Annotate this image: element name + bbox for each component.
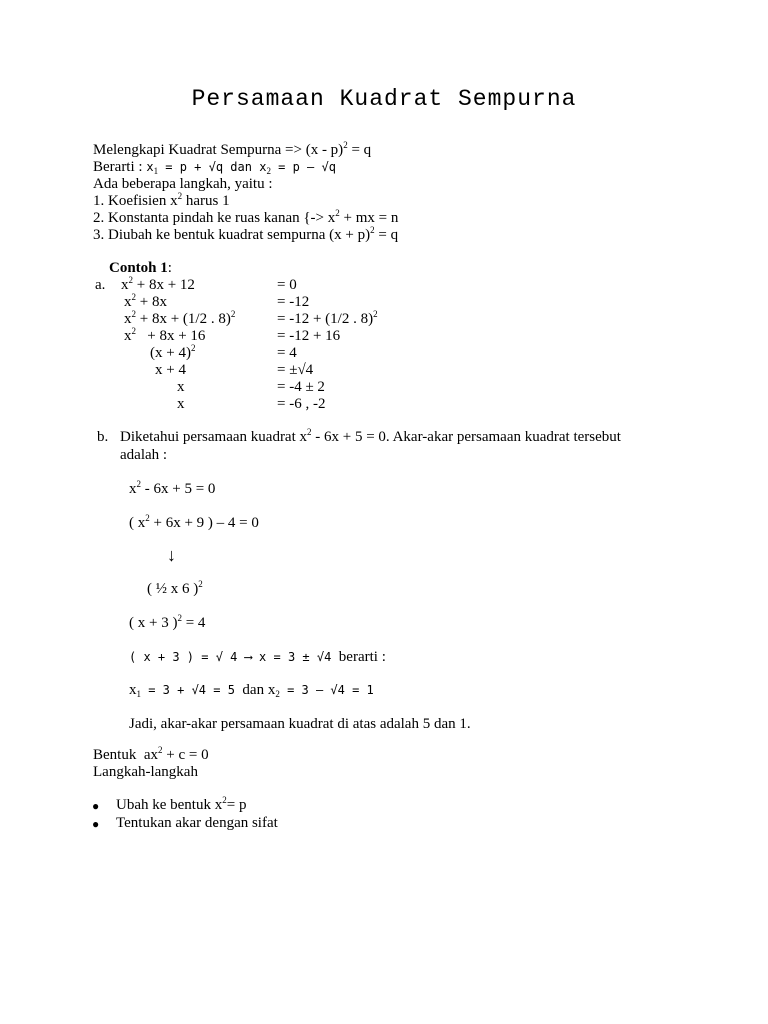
part-b-question-text: Diketahui persamaan kuadrat x	[120, 429, 308, 445]
example-row-6-left: x + 4	[155, 362, 186, 378]
part-b-step-6-math-1: = 3 + √4 = 5	[141, 683, 235, 697]
example-heading-text: Contoh 1	[109, 260, 168, 276]
part-b-step-1-tail: - 6x + 5 = 0	[141, 481, 216, 497]
intro-line-2-sub-2: 2	[266, 166, 271, 176]
intro-line-2-sub-1: 1	[153, 166, 159, 176]
row-4-left-text: x	[124, 328, 132, 344]
form2-line-1	[93, 747, 209, 764]
part-b-step-6-sub-1: 1	[136, 689, 141, 699]
part-b-step-4	[129, 615, 205, 632]
row-3-right-text: = -12 + (1/2 . 8)	[277, 311, 374, 327]
part-b-question-line-2: adalah :	[120, 447, 168, 463]
example-row-5-left	[150, 345, 195, 362]
form2-line-1-tail: + c = 0	[162, 747, 209, 763]
intro-line-2	[93, 159, 336, 176]
intro-line-1-sup: 2	[343, 140, 348, 150]
example-row-4-right: = -12 + 16	[277, 328, 341, 344]
part-b-step-3-sup: 2	[198, 579, 203, 589]
part-b-step-5-tail: berarti :	[331, 649, 386, 665]
step-3-sup: 2	[370, 225, 375, 235]
bullet-2-text: Tentukan akar dengan sifat	[116, 815, 278, 831]
intro-line-2-text: Berarti :	[93, 159, 147, 175]
part-b-step-4-sup: 2	[177, 613, 182, 623]
step-3	[93, 227, 398, 244]
example-row-6-right: = ±√4	[277, 362, 314, 378]
example-row-7-left: x	[177, 379, 185, 395]
part-b-question-tail: - 6x + 5 = 0. Akar-akar persamaan kuadrat tersebut	[311, 429, 621, 445]
example-row-2-left	[124, 294, 167, 311]
step-2-tail: + mx = n	[339, 210, 399, 226]
example-row-1-right: = 0	[277, 277, 297, 293]
intro-line-2-math-b: = p + √q dan x	[158, 160, 267, 174]
part-b-step-4-tail: = 4	[181, 615, 206, 631]
intro-line-3: Ada beberapa langkah, yaitu :	[93, 176, 273, 192]
step-2-sup: 2	[335, 208, 340, 218]
part-b-question	[120, 429, 621, 446]
form2-line-2: Langkah-langkah	[93, 764, 198, 780]
part-b-step-1	[129, 481, 215, 498]
row-1-left-text: x	[121, 277, 129, 293]
example-label-a: a.	[95, 277, 106, 293]
part-b-label: b.	[97, 429, 109, 445]
step-1-tail: harus 1	[182, 193, 230, 209]
row-5-left-text: (x + 4)	[150, 345, 191, 361]
row-3-left-tail: + 8x + (1/2 . 8)	[136, 311, 231, 327]
row-3-right-sup: 2	[373, 309, 378, 319]
row-2-left-text: x	[124, 294, 132, 310]
step-3-tail: = q	[374, 227, 399, 243]
example-heading	[109, 260, 172, 277]
down-arrow-icon: ↓	[167, 545, 176, 565]
example-row-8-right: = -6 , -2	[277, 396, 326, 412]
row-3-left-text: x	[124, 311, 132, 327]
step-1	[93, 193, 230, 210]
row-1-left-tail: + 8x + 12	[133, 277, 195, 293]
example-row-3-left	[124, 311, 235, 328]
part-b-step-5	[129, 649, 386, 666]
row-2-left-sup: 2	[131, 292, 136, 302]
document-title: Persamaan Kuadrat Sempurna	[191, 86, 577, 112]
row-3-left-sup: 2	[131, 309, 136, 319]
intro-line-1	[93, 142, 371, 159]
step-2	[93, 210, 398, 227]
part-b-step-1-text: x	[129, 481, 137, 497]
row-3-left-sup-2: 2	[230, 309, 236, 319]
bullet-1-icon: ●	[92, 799, 100, 813]
row-4-left-tail: + 8x + 16	[136, 328, 206, 344]
step-1-text: 1. Koefisien x	[93, 193, 178, 209]
form2-line-1-text: Bentuk ax	[93, 747, 158, 763]
bullet-1-sup: 2	[222, 795, 227, 805]
row-2-left-tail: + 8x	[136, 294, 167, 310]
example-row-2-right: = -12	[277, 294, 310, 310]
part-b-step-2	[129, 515, 259, 532]
part-b-step-6-sub-2: 2	[275, 689, 280, 699]
intro-line-1-tail: = q	[347, 142, 372, 158]
example-row-5-right: = 4	[277, 345, 297, 361]
part-b-conclusion: Jadi, akar-akar persamaan kuadrat di atas adalah 5 dan 1.	[129, 716, 471, 732]
intro-line-2-math-c: = p – √q	[270, 160, 336, 174]
bullet-1-tail: = p	[226, 797, 247, 813]
intro-line-2-math-a: x	[146, 160, 154, 174]
part-b-step-6	[129, 682, 374, 699]
step-3-text: 3. Diubah ke bentuk kuadrat sempurna (x + p)	[93, 227, 371, 243]
intro-line-1-text: Melengkapi Kuadrat Sempurna => (x - p)	[93, 142, 344, 158]
example-row-8-left: x	[177, 396, 185, 412]
part-b-step-6-dan: dan x	[234, 682, 276, 698]
row-4-left-sup: 2	[131, 326, 136, 336]
part-b-question-sup: 2	[307, 427, 312, 437]
bullet-1-text	[116, 797, 246, 814]
example-row-3-right	[277, 311, 378, 328]
part-b-step-2-text: ( x	[129, 515, 146, 531]
example-heading-colon: :	[167, 260, 172, 276]
part-b-step-3	[147, 581, 203, 598]
step-2-text: 2. Konstanta pindah ke ruas kanan {-> x	[93, 210, 336, 226]
part-b-step-4-text: ( x + 3 )	[129, 615, 178, 631]
part-b-step-2-tail: + 6x + 9 ) – 4 = 0	[149, 515, 259, 531]
part-b-step-5-math: ( x + 3 ) = √ 4 ⟶ x = 3 ± √4	[129, 650, 332, 664]
example-row-7-right: = -4 ± 2	[277, 379, 325, 395]
step-1-sup: 2	[177, 191, 183, 201]
part-b-step-3-text: ( ½ x 6 )	[147, 581, 199, 597]
row-5-left-sup: 2	[190, 343, 196, 353]
bullet-1-text-main: Ubah ke bentuk x	[116, 797, 223, 813]
row-1-left-sup: 2	[128, 275, 133, 285]
bullet-2-icon: ●	[92, 817, 100, 831]
part-b-step-6-x1: x	[129, 682, 137, 698]
part-b-step-6-math-2: = 3 – √4 = 1	[279, 683, 374, 697]
part-b-step-1-sup: 2	[136, 479, 141, 489]
form2-line-1-sup: 2	[158, 745, 163, 755]
part-b-step-2-sup: 2	[145, 513, 150, 523]
